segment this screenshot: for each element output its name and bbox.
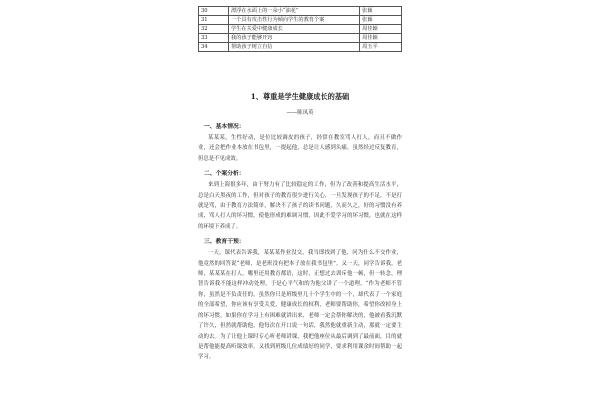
table-row: [199, 34, 402, 43]
contents-table: [198, 6, 402, 52]
row-author: 周玉平: [360, 43, 402, 52]
row-number: 30: [199, 7, 229, 16]
paragraph-background: 某某某，生性好动，是位比较调皮的孩子，经常在教室骂人打人，而且不做作业，还会把作业本放在书包里，一提起他，总是让人感到头痛，虽然经过反复教育，但总是不见成效。: [198, 135, 402, 162]
row-author: 周佳颖: [360, 34, 402, 43]
row-author: 周佳颖: [360, 25, 402, 34]
row-author: 张颖: [360, 7, 402, 16]
paragraph-analysis: 来到上海很多年，由于努力有了比较稳定的工作，但为了改善和提高生活水平，总是白天黑夜的工作，但对孩子的教育很少进行关心，一旦发现孩子的不足，不是打就是骂，由于教育方法简单，解决不了孩子的读书问题，久而久之，好的习惯没有养成，骂人打人的坏习惯，使他形成的难调习惯，因此不爱学习的坏习惯，也就在这样的环境下养成了。: [198, 182, 402, 230]
row-number: 32: [199, 25, 229, 34]
row-title: 学生在关爱中健康成长: [228, 25, 359, 34]
row-title: 漂浮在水面上的一朵小“油花”: [228, 7, 359, 16]
row-number: 31: [199, 16, 229, 25]
article-author: ——陈凤英: [286, 110, 314, 116]
table-row: [199, 43, 402, 52]
row-author: 张颖: [360, 16, 402, 25]
section-heading-background: 一、基本情况：: [204, 124, 245, 130]
row-title: 帮助孩子树立自信: [228, 43, 359, 52]
table-row: [199, 25, 402, 34]
article-title: 1、尊重是学生健康成长的基础: [250, 92, 350, 101]
row-title: 一个具有攻击性行为倾向学生的教育个案: [228, 16, 359, 25]
section-heading-analysis: 二、个案分析：: [204, 171, 245, 178]
row-number: 34: [199, 43, 229, 52]
row-number: 33: [199, 34, 229, 43]
paragraph-intervention: 一天，课代表告诉我，某某某作业没交，我当即找到了他，问为什么不交作业，他竟然的回答说“老师，是老班没有把本子放在我书包里”。又一天，同学告诉我，老师，某某某在打人，哪里还用教育都语，这时，正想过去训斥他一顿，但一转念，理智告诉我不能这样冲动处理，于是心平气和的为他父讲了一个道理，“作为老师不管你，虽然是不负责任的，虽然你只是班级里几十个学生中的一个，却代表了一个家庭的全部希望，你应该有享受关爱，健康成长的权利，老师要帮助你，希望你改掉身上的坏习惯，如果你在学习上有困难就讲出来，老师一定会帮你解决的，他被看我沉默了许久，但然就帮助他，他每次在开口说一句话，我然他就重新主动，那就一定要主动的去。为了让他上课时专心听老师讲课，我把他座位从最后调到了最前面，目的就是帮他能提高听课效率，又找到班级几位成绩好的同学，要求利用课余时间帮助一起学习。: [198, 250, 402, 361]
article: [198, 92, 402, 363]
row-title: 我的孩子能够开窍: [228, 34, 359, 43]
table-row: [199, 16, 402, 25]
section-heading-intervention: 三、教育干预：: [204, 239, 245, 246]
table-row: [199, 7, 402, 16]
